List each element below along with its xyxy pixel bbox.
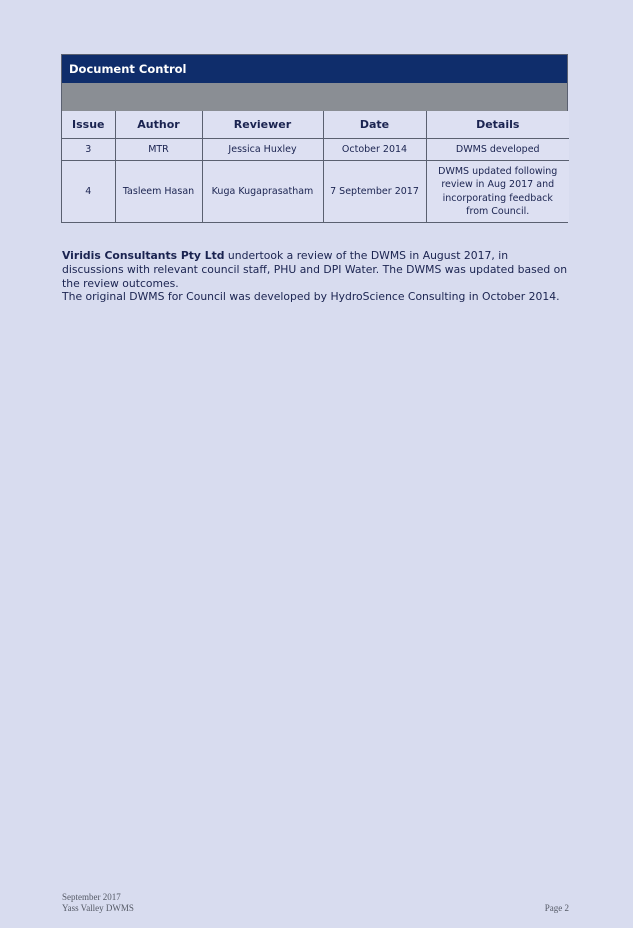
cell-date: October 2014 [323,139,426,161]
column-header-date: Date [323,111,426,139]
cell-author: MTR [115,139,202,161]
cell-details: DWMS updated following review in Aug 2017 and incorporating feedback from Council. [426,161,569,223]
cell-author: Tasleem Hasan [115,161,202,223]
footer-document-name: Yass Valley DWMS [62,903,134,913]
column-header-details: Details [426,111,569,139]
table-header-row [62,111,569,139]
original-dwms-paragraph: The original DWMS for Council was developed by HydroScience Consulting in October 2014. [62,290,560,303]
table-row [62,161,569,223]
table-row [62,139,569,161]
cell-issue: 3 [62,139,115,161]
cell-issue: 4 [62,161,115,223]
review-paragraph [62,249,572,291]
header-band [62,83,567,111]
review-text: undertook a review of the DWMS in August 2017, in discussions with relevant council staff, PHU and DPI Water. The DWMS was updated based on the review outcomes. [62,249,568,290]
column-header-author: Author [115,111,202,139]
column-header-issue: Issue [62,111,115,139]
footer-date: September 2017 [62,892,121,902]
column-header-reviewer: Reviewer [202,111,323,139]
document-control-title: Document Control [62,55,567,83]
revision-table [62,111,569,222]
cell-details: DWMS developed [426,139,569,161]
cell-reviewer: Jessica Huxley [202,139,323,161]
consultant-name: Viridis Consultants Pty Ltd [62,249,225,262]
page-number: Page 2 [544,903,569,913]
document-control-table [61,54,568,223]
cell-date: 7 September 2017 [323,161,426,223]
cell-reviewer: Kuga Kugaprasatham [202,161,323,223]
